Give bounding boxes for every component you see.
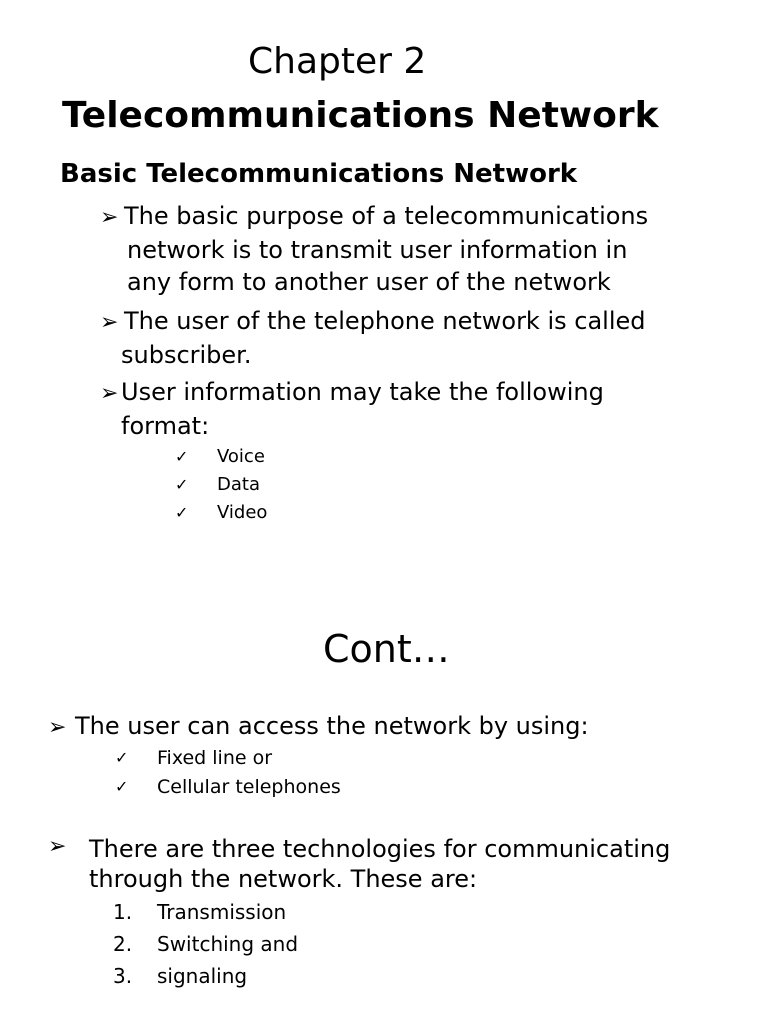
section-subtitle: Basic Telecommunications Network <box>60 159 578 189</box>
bullet-text-line: any form to another user of the network <box>127 268 611 296</box>
bullet-text-line: There are three technologies for communicating <box>89 835 671 863</box>
arrow-bullet-icon: ➢ <box>100 205 119 230</box>
check-icon: ✓ <box>115 777 129 796</box>
technology-item: signaling <box>157 964 248 988</box>
chapter-heading: Chapter 2 <box>248 41 427 82</box>
bullet-technologies <box>89 834 670 894</box>
bullet-text-line: format: <box>121 412 210 440</box>
check-icon: ✓ <box>175 503 189 522</box>
bullet-text-line: The basic purpose of a telecommunications <box>124 202 649 230</box>
arrow-bullet-icon: ➢ <box>48 715 67 740</box>
technology-item: Transmission <box>157 900 287 924</box>
check-icon: ✓ <box>175 447 189 466</box>
format-item: Video <box>217 502 268 523</box>
format-item: Voice <box>217 446 265 467</box>
list-number: 2. <box>113 932 133 956</box>
bullet-text-line: subscriber. <box>121 341 252 369</box>
slide-title: Telecommunications Network <box>62 95 659 136</box>
bullet-text-line: through the network. These are: <box>89 865 478 893</box>
access-option: Fixed line or <box>157 747 273 769</box>
arrow-bullet-icon: ➢ <box>100 310 119 335</box>
technology-item: Switching and <box>157 932 299 956</box>
bullet-subscriber <box>100 305 646 371</box>
bullet-text-line: The user of the telephone network is called <box>124 307 646 335</box>
arrow-bullet-icon: ➢ <box>100 381 119 406</box>
list-number: 1. <box>113 900 133 924</box>
bullet-purpose <box>100 200 648 298</box>
check-icon: ✓ <box>175 475 189 494</box>
arrow-bullet-icon: ➢ <box>48 834 67 859</box>
bullet-access <box>48 710 589 744</box>
access-option: Cellular telephones <box>157 776 341 798</box>
format-item: Data <box>217 474 260 495</box>
bullet-text-line: network is to transmit user information in <box>127 236 628 264</box>
list-number: 3. <box>113 964 133 988</box>
check-icon: ✓ <box>115 748 129 767</box>
bullet-formats <box>100 376 604 442</box>
bullet-text-line: User information may take the following <box>121 378 604 406</box>
slide-title: Cont… <box>323 627 450 671</box>
bullet-text-line: The user can access the network by using: <box>75 712 589 740</box>
